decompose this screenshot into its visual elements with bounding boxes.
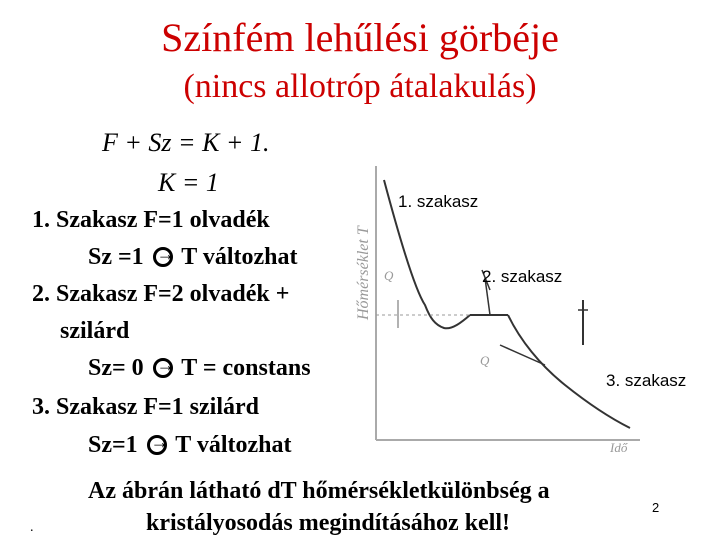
text-line-2 bbox=[88, 244, 298, 271]
bottom-note-line-1: Az ábrán látható dT hőmérsékletkülönbség a bbox=[88, 478, 550, 504]
text-line-1: 1. Szakasz F=1 olvadék bbox=[32, 207, 270, 233]
page-number: 2 bbox=[652, 500, 660, 515]
text-line-5-pre: Sz= 0 bbox=[88, 355, 144, 381]
text-line-5-post: T = constans bbox=[181, 355, 311, 381]
circled-arrow-icon bbox=[153, 247, 173, 267]
text-line-2-pre: Sz =1 bbox=[88, 244, 144, 270]
text-line-6: 3. Szakasz F=1 szilárd bbox=[32, 394, 260, 420]
segment-label-3: 3. szakasz bbox=[606, 371, 687, 390]
bullet-dot: . bbox=[30, 520, 34, 535]
y-axis-label: Hőmérséklet T bbox=[355, 226, 372, 320]
x-axis-label: Idő bbox=[610, 440, 628, 455]
text-line-2-post: T változhat bbox=[181, 244, 298, 270]
faint-q-label-2: Q bbox=[480, 353, 490, 368]
k-value: K = 1 bbox=[158, 168, 219, 197]
slide-subtitle: (nincs allotróp átalakulás) bbox=[183, 68, 537, 105]
circled-arrow-icon bbox=[153, 358, 173, 378]
faint-q-label-1: Q bbox=[384, 268, 394, 283]
text-line-7 bbox=[88, 432, 292, 459]
text-line-7-post: T változhat bbox=[175, 432, 292, 458]
cooling-curve-diagram bbox=[340, 150, 720, 460]
leader-3 bbox=[500, 345, 545, 365]
segment-label-1: 1. szakasz bbox=[398, 192, 479, 211]
formula: F + Sz = K + 1. bbox=[102, 128, 270, 157]
bottom-note-line-2: kristályosodás megindításához kell! bbox=[146, 510, 511, 536]
text-line-7-pre: Sz=1 bbox=[88, 432, 138, 458]
text-line-4: szilárd bbox=[60, 318, 130, 344]
segment-label-2: 2. szakasz bbox=[482, 267, 563, 286]
text-line-5 bbox=[88, 355, 311, 382]
text-line-3: 2. Szakasz F=2 olvadék + bbox=[32, 281, 290, 307]
slide-title: Színfém lehűlési görbéje bbox=[161, 15, 559, 60]
circled-arrow-icon bbox=[147, 435, 167, 455]
